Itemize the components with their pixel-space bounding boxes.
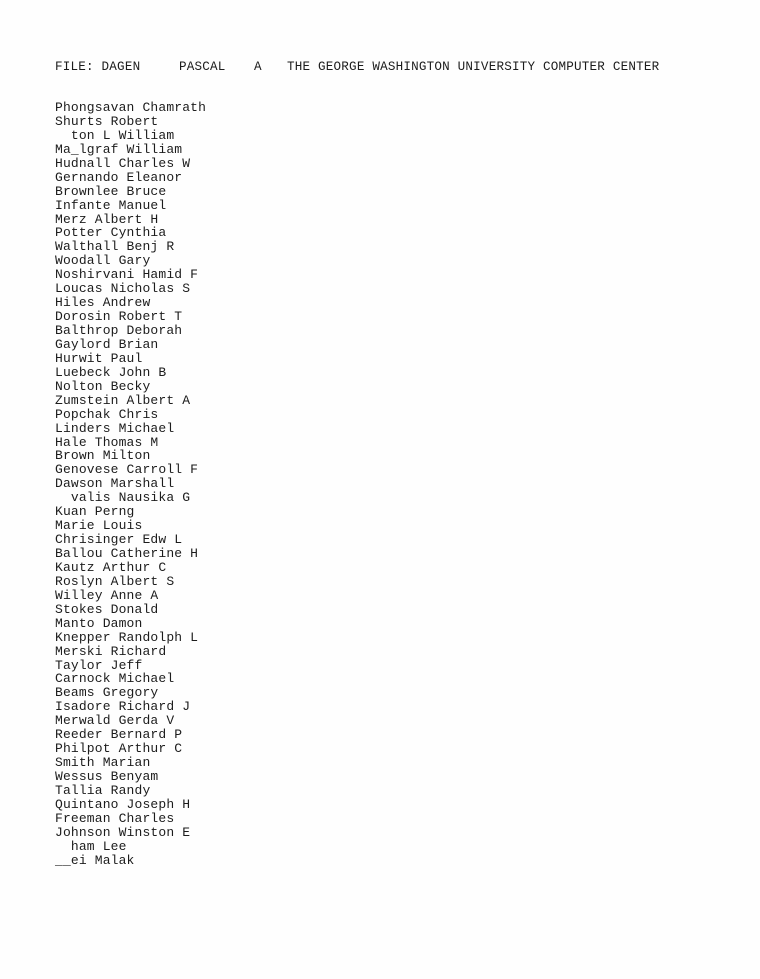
name-entry: Hudnall Charles W [55, 155, 191, 171]
name-entry: Marie Louis [55, 518, 143, 534]
name-entry: Ma_lgraf William [55, 141, 183, 157]
name-entry: ton L William [55, 127, 175, 143]
version-label: A [254, 60, 262, 74]
name-entry: valis Nausika G [55, 490, 191, 506]
name-entry: Hurwit Paul [55, 350, 143, 366]
name-entry: Kuan Perng [55, 504, 135, 520]
institution-label: THE GEORGE WASHINGTON UNIVERSITY COMPUTER CENTER [287, 60, 660, 74]
name-entry: Zumstein Albert A [55, 392, 191, 408]
name-entry: Freeman Charles [55, 810, 175, 826]
names-list [55, 101, 206, 868]
name-entry: Carnock Michael [55, 671, 175, 687]
name-entry: Johnson Winston E [55, 824, 191, 840]
name-entry: Hale Thomas M [55, 434, 159, 450]
name-entry: Merwald Gerda V [55, 713, 175, 729]
name-entry: Popchak Chris [55, 406, 159, 422]
name-entry: Balthrop Deborah [55, 323, 183, 338]
file-label: FILE: DAGEN [55, 60, 141, 74]
name-entry: Woodall Gary [55, 253, 151, 269]
name-entry: Infante Manuel [55, 197, 167, 213]
name-entry: Stokes Donald [55, 601, 159, 617]
name-entry: Willey Anne A [55, 587, 159, 603]
name-entry: Shurts Robert [55, 113, 159, 129]
name-entry: Walthall Benj R [55, 239, 175, 255]
name-entry: Loucas Nicholas S [55, 281, 191, 297]
name-entry: Potter Cynthia [55, 225, 167, 241]
name-entry: Roslyn Albert S [55, 573, 175, 589]
name-entry: Reeder Bernard P [55, 727, 183, 743]
name-entry: Genovese Carroll F [55, 462, 199, 478]
name-entry: Brownlee Bruce [55, 183, 167, 199]
name-entry: Knepper Randolph L [55, 629, 199, 645]
name-entry: Phongsavan Chamrath [55, 100, 207, 115]
name-entry: Tallia Randy [55, 782, 151, 798]
name-entry: Manto Damon [55, 615, 143, 631]
printout-header [55, 58, 659, 76]
name-entry: Ballou Catherine H [55, 546, 199, 561]
name-entry: Kautz Arthur C [55, 559, 167, 575]
name-entry: Chrisinger Edw L [55, 532, 183, 548]
name-entry: Beams Gregory [55, 685, 159, 701]
name-entry: Linders Michael [55, 420, 175, 436]
name-entry: Merz Albert H [55, 211, 159, 227]
name-entry: Gernando Eleanor [55, 169, 183, 185]
name-entry: Quintano Joseph H [55, 796, 191, 812]
name-entry: Luebeck John B [55, 364, 167, 380]
name-entry: Isadore Richard J [55, 699, 191, 715]
name-entry: Merski Richard [55, 643, 167, 659]
name-entry: ham Lee [55, 838, 127, 854]
name-entry: Noshirvani Hamid F [55, 267, 199, 283]
name-entry: Taylor Jeff [55, 657, 143, 673]
name-entry: Smith Marian [55, 755, 151, 771]
name-entry: Brown Milton [55, 448, 151, 464]
name-entry: Wessus Benyam [55, 769, 159, 784]
language-label: PASCAL [179, 60, 226, 74]
name-entry: Dorosin Robert T [55, 309, 183, 325]
name-entry: __ei Malak [55, 852, 135, 868]
name-entry: Philpot Arthur C [55, 741, 183, 757]
name-entry: Hiles Andrew [55, 295, 151, 311]
name-entry: Gaylord Brian [55, 336, 159, 352]
name-entry: Nolton Becky [55, 378, 151, 394]
name-entry: Dawson Marshall [55, 476, 175, 492]
